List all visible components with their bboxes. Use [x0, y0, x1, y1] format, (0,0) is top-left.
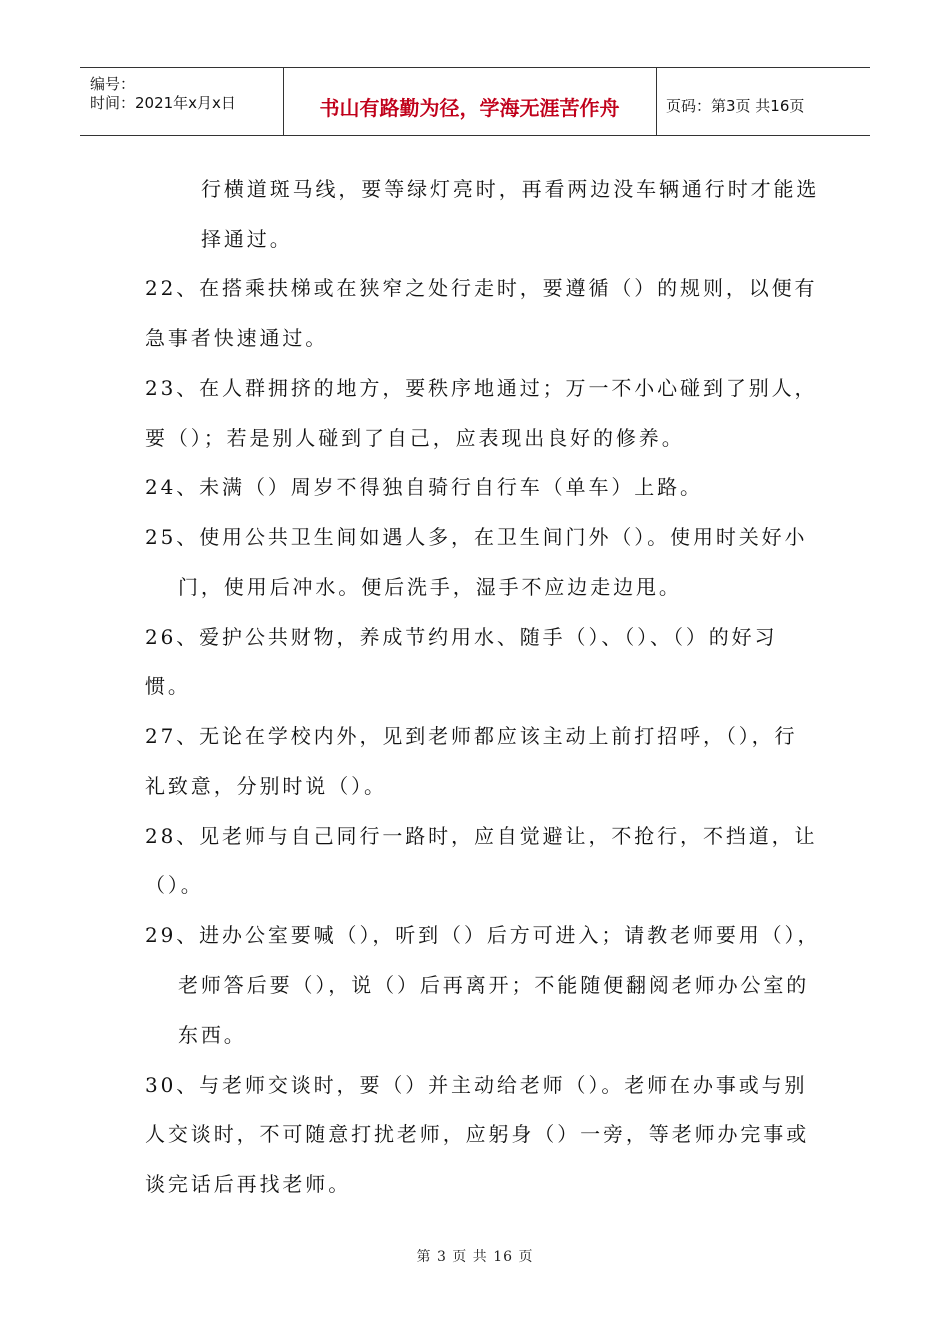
text-line: 25、使用公共卫生间如遇人多，在卫生间门外（）。使用时关好小 [145, 525, 808, 549]
header-motto-cell [283, 68, 657, 135]
text-line: 要（）；若是别人碰到了自己，应表现出良好的修养。 [145, 426, 685, 450]
text-line: 行横道斑马线，要等绿灯亮时，再看两边没车辆通行时才能选 [201, 177, 820, 201]
text-line: 26、爱护公共财物，养成节约用水、随手（）、（）、（）的好习 [145, 625, 778, 649]
text-line: 门，使用后冲水。便后洗手，湿手不应边走边甩。 [178, 575, 682, 599]
document-number: 编号： [90, 75, 136, 93]
text-line: 30、与老师交谈时，要（）并主动给老师（）。老师在办事或与别 [145, 1073, 808, 1097]
text-line: 礼致意，分别时说（）。 [145, 774, 387, 798]
text-line: 择通过。 [201, 227, 293, 251]
text-line: 惯。 [145, 674, 191, 698]
page-footer: 第 3 页 共 16 页 [416, 1249, 534, 1265]
text-line: 22、在搭乘扶梯或在狭窄之处行走时，要遵循（）的规则，以便有 [145, 276, 818, 300]
text-line: 急事者快速通过。 [145, 326, 329, 350]
text-line: 23、在人群拥挤的地方，要秩序地通过；万一不小心碰到了别人， [145, 376, 818, 400]
header-page-cell [656, 68, 870, 135]
text-line: 28、见老师与自己同行一路时，应自觉避让，不抢行，不挡道，让 [145, 824, 818, 848]
document-date: 时间：2021年x月x日 [90, 94, 236, 112]
text-line: 29、进办公室要喊（），听到（）后方可进入；请教老师要用（）， [145, 923, 821, 947]
text-line: 东西。 [178, 1023, 247, 1047]
header-motto: 书山有路勤为径，学海无涯苦作舟 [319, 96, 620, 120]
text-line: 谈完话后再找老师。 [145, 1172, 352, 1196]
page-header [80, 67, 870, 136]
text-line: 老师答后要（），说（）后再离开；不能随便翻阅老师办公室的 [178, 973, 810, 997]
text-line: 27、无论在学校内外，见到老师都应该主动上前打招呼，（），行 [145, 724, 798, 748]
header-info-cell [80, 68, 284, 135]
text-line: 24、未满（）周岁不得独自骑行自行车（单车）上路。 [145, 475, 703, 499]
text-line: 人交谈时，不可随意打扰老师，应躬身（）一旁，等老师办完事或 [145, 1122, 810, 1146]
header-page-number: 页码：第3页 共16页 [666, 97, 805, 115]
text-line: （）。 [145, 873, 204, 897]
